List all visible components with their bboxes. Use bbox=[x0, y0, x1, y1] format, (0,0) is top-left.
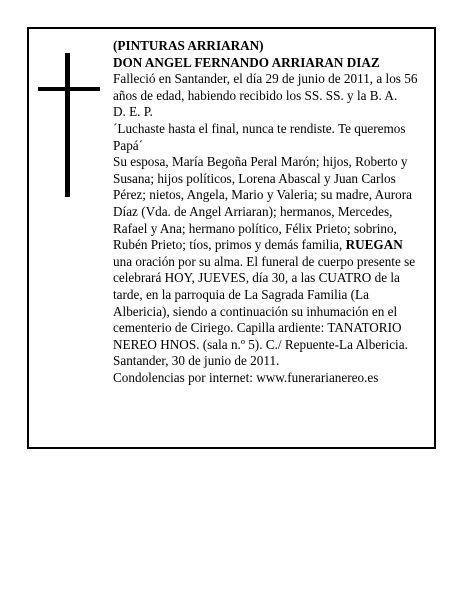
family-list: Su esposa, María Begoña Peral Marón; hijos, Roberto y Susana; hijos políticos, Lorena Abascal y Juan Carlos Pérez; nietos, Angela, Mario y Valeria; su madre, Aurora Díaz (Vda. de Angel Arriaran); hermanos, Mercedes, Rafael y Ana; hermano político, Félix Prieto; sobrino, Rubén Prieto; tíos, primos y demás familia, bbox=[113, 154, 412, 253]
family-paragraph bbox=[113, 154, 425, 353]
obituary-text bbox=[113, 38, 425, 386]
deceased-name: DON ANGEL FERNANDO ARRIARAN DIAZ bbox=[113, 54, 380, 70]
dep-line: D. E. P. bbox=[113, 104, 153, 120]
cross-horizontal-bar bbox=[38, 87, 100, 91]
death-statement: Falleció en Santander, el día 29 de junio de 2011, a los 56 años de edad, habiendo recibido los SS. SS. y la B. A. bbox=[113, 71, 418, 103]
ruegan-word: RUEGAN bbox=[345, 237, 403, 253]
memorial-quote: ´Luchaste hasta el final, nunca te rendiste. Te queremos Papá´ bbox=[113, 120, 406, 153]
cross-icon bbox=[38, 53, 100, 197]
business-header: (PINTURAS ARRIARAN) bbox=[113, 38, 264, 53]
funeral-details: una oración por su alma. El funeral de cuerpo presente se celebrará HOY, JUEVES, día 30, a las CUATRO de la tarde, en la parroquia de La Sagrada Familia (La Albericia), siendo a continuación su inhumación en el cementerio de Ciriego. Capilla ardiente: TANATORIO NEREO HNOS. (sala n.º 5). C./ Repuente-La Albericia. bbox=[113, 253, 416, 352]
condolences-line: Condolencias por internet: www.funerarianereo.es bbox=[113, 369, 379, 385]
cross-vertical-bar bbox=[65, 53, 70, 197]
date-place: Santander, 30 de junio de 2011. bbox=[113, 353, 280, 369]
